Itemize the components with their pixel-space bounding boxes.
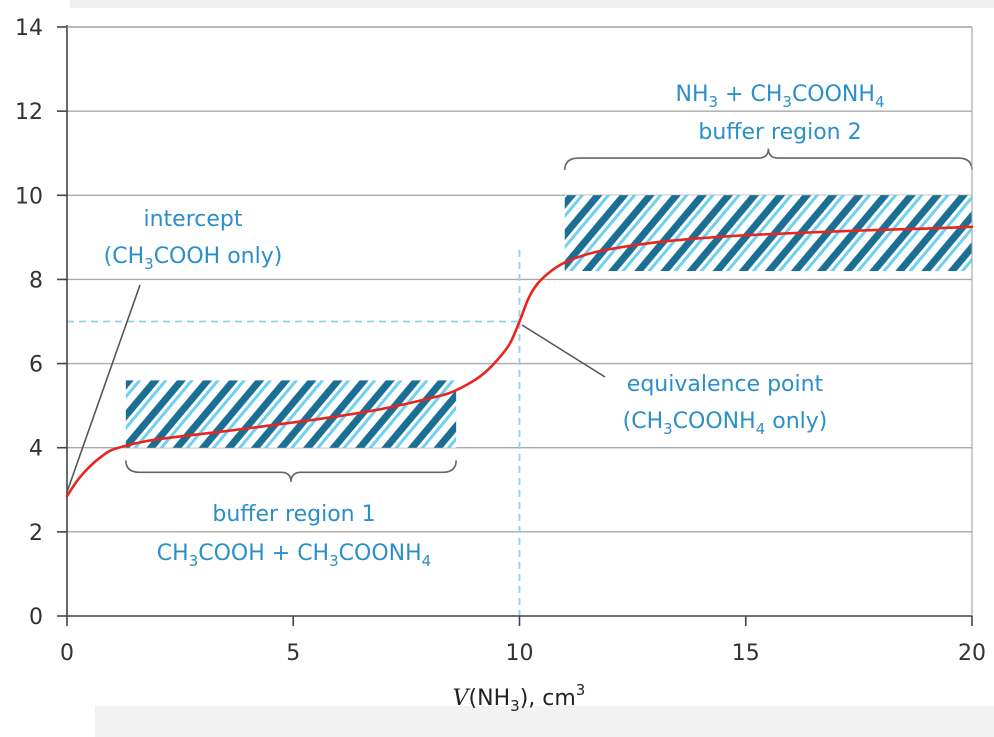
y-tick-label-4: 4 (29, 436, 43, 462)
y-tick-label-12: 12 (15, 100, 43, 126)
x-axis-label-var: V (452, 686, 469, 711)
equivalence-l2-a: (CH (622, 409, 664, 434)
x-tick-label-20: 20 (958, 641, 986, 666)
intercept-l2-a: (CH (103, 244, 145, 269)
intercept-label-line1: intercept (143, 207, 243, 232)
buffer1-l2-b: 3 (188, 552, 199, 570)
buffer2-l1-b: 3 (708, 93, 719, 111)
y-tick-label-6: 6 (29, 352, 43, 378)
x-tick-label-15: 15 (731, 641, 760, 666)
y-tick-label-10: 10 (15, 184, 43, 210)
equivalence-l2-d: 4 (755, 420, 766, 438)
y-tick-label-2: 2 (29, 520, 43, 546)
x-tick-labels (60, 616, 986, 666)
buffer2-l1-f: 4 (874, 93, 885, 111)
buffer1-label-line2 (157, 541, 431, 570)
y-tick-label-14: 14 (15, 16, 43, 41)
x-axis-label-sup: 3 (575, 681, 586, 699)
buffer2-l1-c: + CH (718, 82, 783, 107)
intercept-label-line2 (104, 244, 283, 273)
y-tick-label-0: 0 (29, 605, 43, 630)
buffer2-l1-d: 3 (782, 93, 792, 111)
top-band (70, 0, 994, 8)
y-tick-labels (15, 16, 67, 630)
buffer1-label-line1: buffer region 1 (212, 502, 376, 527)
buffer2-l1-a: NH (675, 82, 709, 107)
x-axis-label (453, 681, 586, 715)
buffer1-l2-e: COONH (338, 541, 422, 566)
equivalence-pointer (522, 325, 605, 377)
x-tick-label-0: 0 (60, 641, 74, 666)
y-tick-label-8: 8 (29, 268, 43, 294)
x-axis-label-sub: 3 (510, 697, 520, 715)
equivalence-l2-e: only) (765, 409, 828, 434)
x-tick-label-10: 10 (505, 641, 534, 666)
intercept-l2-b: 3 (144, 255, 154, 273)
equivalence-label-line2 (623, 409, 828, 438)
equivalence-l2-b: 3 (663, 420, 673, 438)
buffer2-label-line2: buffer region 2 (698, 120, 862, 145)
equivalence-label-line1: equivalence point (626, 372, 824, 397)
x-tick-label-5: 5 (286, 641, 301, 666)
x-axis-label-unit: ), cm (519, 686, 576, 711)
buffer1-l2-c: COOH + CH (198, 541, 330, 566)
buffer2-l1-e: COONH (791, 82, 875, 107)
brace-2 (565, 148, 972, 170)
brace-1 (126, 460, 456, 482)
buffer1-l2-f: 4 (421, 552, 432, 570)
buffer1-l2-a: CH (156, 541, 189, 566)
buffer1-l2-d: 3 (329, 552, 339, 570)
equivalence-l2-c: COONH (672, 409, 756, 434)
intercept-l2-c: COOH only) (153, 244, 283, 269)
x-axis-label-paren: (NH (468, 686, 511, 711)
buffer2-label-line1 (676, 82, 885, 111)
